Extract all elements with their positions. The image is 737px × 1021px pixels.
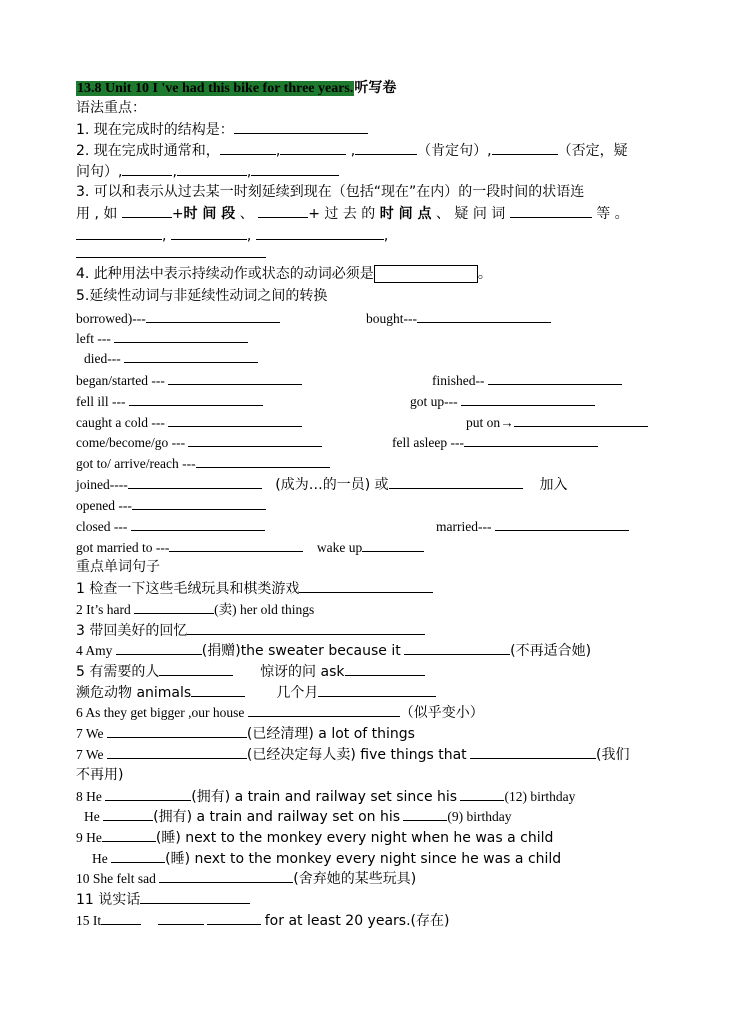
sentence-9	[76, 828, 553, 846]
grammar-item-2: 2. 现在完成时通常和， , , （肯定句）, （否定，疑	[76, 143, 628, 159]
answer-blank[interactable]	[105, 787, 191, 801]
verb-row	[84, 349, 258, 367]
verb-row	[392, 433, 598, 451]
answer-blank[interactable]	[169, 538, 303, 552]
sentence-11-text: 11 说实话	[76, 892, 141, 908]
answer-blank[interactable]	[158, 911, 204, 925]
sentence-7b-text: 7 We	[76, 747, 104, 762]
grammar-item-2-question: 问句）,	[76, 164, 123, 180]
sentence-5-text-b: 惊讶的问 ask	[260, 664, 345, 680]
sentence-5-cont	[76, 683, 436, 701]
sentence-3	[76, 621, 425, 639]
grammar-item-3-blanks: , , ,	[76, 226, 388, 244]
verb-come: come/become/go ---	[76, 435, 186, 450]
answer-blank[interactable]	[168, 413, 302, 427]
sentence-8b-text-b: (拥有) a train and railway set on his	[153, 809, 401, 825]
verb-row	[76, 475, 567, 493]
answer-blank[interactable]	[510, 204, 592, 218]
sentence-8b	[84, 807, 512, 825]
answer-blank[interactable]	[362, 538, 424, 552]
answer-blank[interactable]	[116, 641, 202, 655]
answer-blank[interactable]	[389, 475, 523, 489]
answer-blank[interactable]	[131, 517, 265, 531]
grammar-heading: 语法重点：	[76, 100, 146, 116]
g3-past: + 过 去 的	[308, 206, 376, 222]
answer-blank[interactable]	[514, 413, 648, 427]
answer-blank[interactable]	[124, 349, 258, 363]
g3-time-point: 时 间 点	[379, 206, 432, 222]
answer-blank[interactable]	[107, 724, 247, 738]
answer-blank[interactable]	[492, 141, 558, 155]
sentence-2-text: 2 It’s hard	[76, 602, 131, 617]
answer-blank[interactable]	[76, 226, 162, 240]
answer-blank[interactable]	[132, 496, 266, 510]
grammar-item-3-cont	[76, 204, 629, 222]
sentence-7b-cont: 不再用)	[76, 767, 124, 783]
answer-blank[interactable]	[171, 226, 247, 240]
verb-wake-up: wake up	[316, 540, 363, 555]
answer-blank[interactable]	[488, 371, 622, 385]
answer-blank[interactable]	[101, 911, 141, 925]
grammar-item-2-affirmative: （肯定句）,	[417, 143, 492, 159]
sentence-4	[76, 641, 591, 659]
sentence-8	[76, 787, 575, 805]
verb-row	[366, 309, 551, 327]
sentence-15-text-b: for at least 20 years.(存在)	[264, 913, 450, 929]
verb-row	[76, 392, 263, 410]
answer-blank[interactable]	[191, 683, 245, 697]
verb-row	[432, 371, 622, 389]
answer-blank[interactable]	[234, 120, 368, 134]
verb-member: (成为…的一员) 或	[275, 477, 389, 493]
grammar-item-2-negative: （否定，疑	[557, 143, 628, 159]
sentence-8-text-c: (12) birthday	[504, 789, 576, 804]
answer-blank[interactable]	[129, 392, 263, 406]
answer-blank[interactable]	[128, 475, 262, 489]
grammar-item-1-text: 1. 现在完成时的结构是：	[76, 122, 234, 138]
answer-blank[interactable]	[188, 433, 322, 447]
verb-row	[76, 413, 302, 431]
verb-opened: opened ---	[76, 498, 132, 513]
verb-row	[76, 329, 248, 347]
sentence-7b	[76, 745, 630, 763]
sentence-9b-text: He	[92, 851, 108, 866]
sentence-8-text-b: (拥有) a train and railway set since his	[191, 789, 458, 805]
sentence-6-text: 6 As they get bigger ,our house	[76, 705, 245, 720]
answer-blank[interactable]	[355, 141, 417, 155]
g3-sep: 、	[239, 206, 254, 222]
verb-began: began/started ---	[76, 373, 165, 388]
grammar-item-5: 5.延续性动词与非延续性动词之间的转换	[76, 288, 328, 304]
sentence-5	[76, 662, 425, 680]
verb-row	[76, 433, 322, 451]
answer-blank[interactable]	[103, 807, 153, 821]
sentence-8b-text-c: (9) birthday	[447, 809, 512, 824]
answer-blank[interactable]	[177, 162, 247, 176]
sentence-6	[76, 703, 484, 721]
verb-row	[410, 392, 595, 410]
verb-row	[76, 496, 266, 514]
answer-blank[interactable]	[299, 579, 433, 593]
answer-blank[interactable]	[102, 828, 156, 842]
grammar-item-4	[76, 265, 492, 283]
sentence-8b-text: He	[84, 809, 100, 824]
answer-blank[interactable]	[345, 662, 425, 676]
verb-died: died---	[84, 351, 121, 366]
answer-blank[interactable]	[248, 703, 400, 717]
g3-etc: 等 。	[596, 206, 629, 222]
sentence-8-text: 8 He	[76, 789, 102, 804]
answer-blank[interactable]	[146, 309, 280, 323]
answer-blank[interactable]	[220, 141, 276, 155]
answer-box[interactable]	[374, 265, 478, 283]
sentence-9b	[92, 849, 561, 867]
answer-blank[interactable]	[111, 849, 165, 863]
verb-row	[436, 517, 629, 535]
grammar-item-3: 3. 可以和表示从过去某一时刻延续到现在（包括“现在”在内）的一段时间的状语连	[76, 184, 585, 200]
verb-put-on: put on→	[466, 415, 514, 430]
answer-blank[interactable]	[122, 204, 172, 218]
sentence-7b-text-b: (已经决定每人卖) five things that	[246, 747, 467, 763]
g3-plus: +	[171, 206, 184, 222]
sentence-7	[76, 724, 415, 742]
answer-blank[interactable]	[107, 745, 247, 759]
answer-blank[interactable]	[122, 162, 172, 176]
answer-blank[interactable]	[134, 600, 214, 614]
verb-fell-ill: fell ill ---	[76, 394, 126, 409]
answer-blank[interactable]	[76, 244, 266, 258]
sentence-1	[76, 579, 433, 597]
grammar-item-3-blanks-2	[76, 244, 266, 262]
verb-caught: caught a cold ---	[76, 415, 165, 430]
answer-blank[interactable]	[470, 745, 596, 759]
sentence-10-text-b: (舍弃她的某些玩具)	[293, 871, 417, 887]
sentence-5-text-d: 几个月	[276, 685, 319, 701]
verb-closed: closed ---	[76, 519, 128, 534]
verb-row	[76, 538, 424, 556]
g3-time-period: 时 间 段	[183, 206, 236, 222]
answer-blank[interactable]	[168, 371, 302, 385]
verb-got-married: got married to ---	[76, 540, 170, 555]
sentence-15	[76, 911, 449, 929]
answer-blank[interactable]	[114, 329, 248, 343]
grammar-item-2-cont: 问句）, , ,	[76, 162, 339, 180]
answer-blank[interactable]	[404, 641, 510, 655]
sentence-5-text-c: 濒危动物 animals	[76, 685, 192, 701]
answer-blank[interactable]	[196, 454, 330, 468]
sentence-15-text: 15 It	[76, 913, 102, 928]
answer-blank[interactable]	[159, 662, 233, 676]
answer-blank[interactable]	[318, 683, 436, 697]
sentence-4-text-b: (捐赠)the sweater because it	[201, 643, 401, 659]
title-line	[76, 79, 396, 97]
verb-bought: bought---	[366, 311, 417, 326]
sentence-4-text: 4 Amy	[76, 643, 113, 658]
answer-blank[interactable]	[461, 392, 595, 406]
verb-row	[76, 454, 330, 472]
sentence-7b-text-c: (我们	[596, 747, 630, 763]
answer-blank[interactable]	[460, 787, 504, 801]
sentence-9b-text-b: (睡) next to the monkey every night since he was a child	[165, 851, 562, 867]
sentence-5-text: 5 有需要的人	[76, 664, 160, 680]
sentence-2-text-b: (卖) her old things	[214, 602, 315, 617]
verb-joined: joined----	[76, 477, 128, 492]
grammar-item-1	[76, 120, 368, 138]
sentence-11	[76, 890, 250, 908]
answer-blank[interactable]	[280, 141, 346, 155]
verb-row	[76, 309, 280, 327]
title-suffix: 听写卷	[354, 80, 397, 96]
grammar-item-4-text: 4. 此种用法中表示持续动作或状态的动词必须是	[76, 266, 374, 282]
grammar-item-4-end: 。	[477, 266, 492, 282]
verb-row	[76, 517, 265, 535]
grammar-item-2-text: 2. 现在完成时通常和，	[76, 143, 220, 159]
sentence-7-text: 7 We	[76, 726, 104, 741]
verb-got-to: got to/ arrive/reach ---	[76, 456, 196, 471]
answer-blank[interactable]	[403, 807, 447, 821]
verb-finished: finished--	[432, 373, 485, 388]
sentence-9-text-b: (睡) next to the monkey every night when he was a child	[155, 830, 554, 846]
answer-blank[interactable]	[159, 869, 293, 883]
sentence-9-text: 9 He	[76, 830, 102, 845]
verb-left: left ---	[76, 331, 111, 346]
answer-blank[interactable]	[495, 517, 629, 531]
sentence-2	[76, 600, 314, 618]
g3-text: 用 , 如	[76, 206, 118, 222]
answer-blank[interactable]	[417, 309, 551, 323]
title-highlight: 13.8 Unit 10 I 've had this bike for three years.	[77, 81, 354, 96]
answer-blank[interactable]	[256, 226, 384, 240]
verb-join-cn: 加入	[539, 477, 568, 493]
verb-married: married---	[436, 519, 492, 534]
answer-blank[interactable]	[187, 621, 425, 635]
answer-blank[interactable]	[140, 890, 250, 904]
verb-got-up: got up---	[410, 394, 458, 409]
verb-borrowed: borrowed)---	[76, 311, 146, 326]
verb-row	[76, 371, 302, 389]
sentence-3-text: 3 带回美好的回忆	[76, 623, 188, 639]
answer-blank[interactable]	[207, 911, 261, 925]
sentence-6-text-b: （似乎变小）	[399, 705, 484, 721]
sentence-4-text-c: (不再适合她)	[510, 643, 592, 659]
verb-row	[466, 413, 648, 431]
sentence-10	[76, 869, 416, 887]
sentence-10-text: 10 She felt sad	[76, 871, 156, 886]
sentence-1-text: 1 检查一下这些毛绒玩具和棋类游戏	[76, 581, 300, 597]
g3-question-word: 、 疑 问 词	[435, 206, 506, 222]
answer-blank[interactable]	[464, 433, 598, 447]
answer-blank[interactable]	[251, 162, 339, 176]
sentence-7-text-b: (已经清理) a lot of things	[246, 726, 415, 742]
sentences-heading: 重点单词句子	[76, 559, 160, 575]
verb-fell-asleep: fell asleep ---	[392, 435, 464, 450]
answer-blank[interactable]	[258, 204, 308, 218]
